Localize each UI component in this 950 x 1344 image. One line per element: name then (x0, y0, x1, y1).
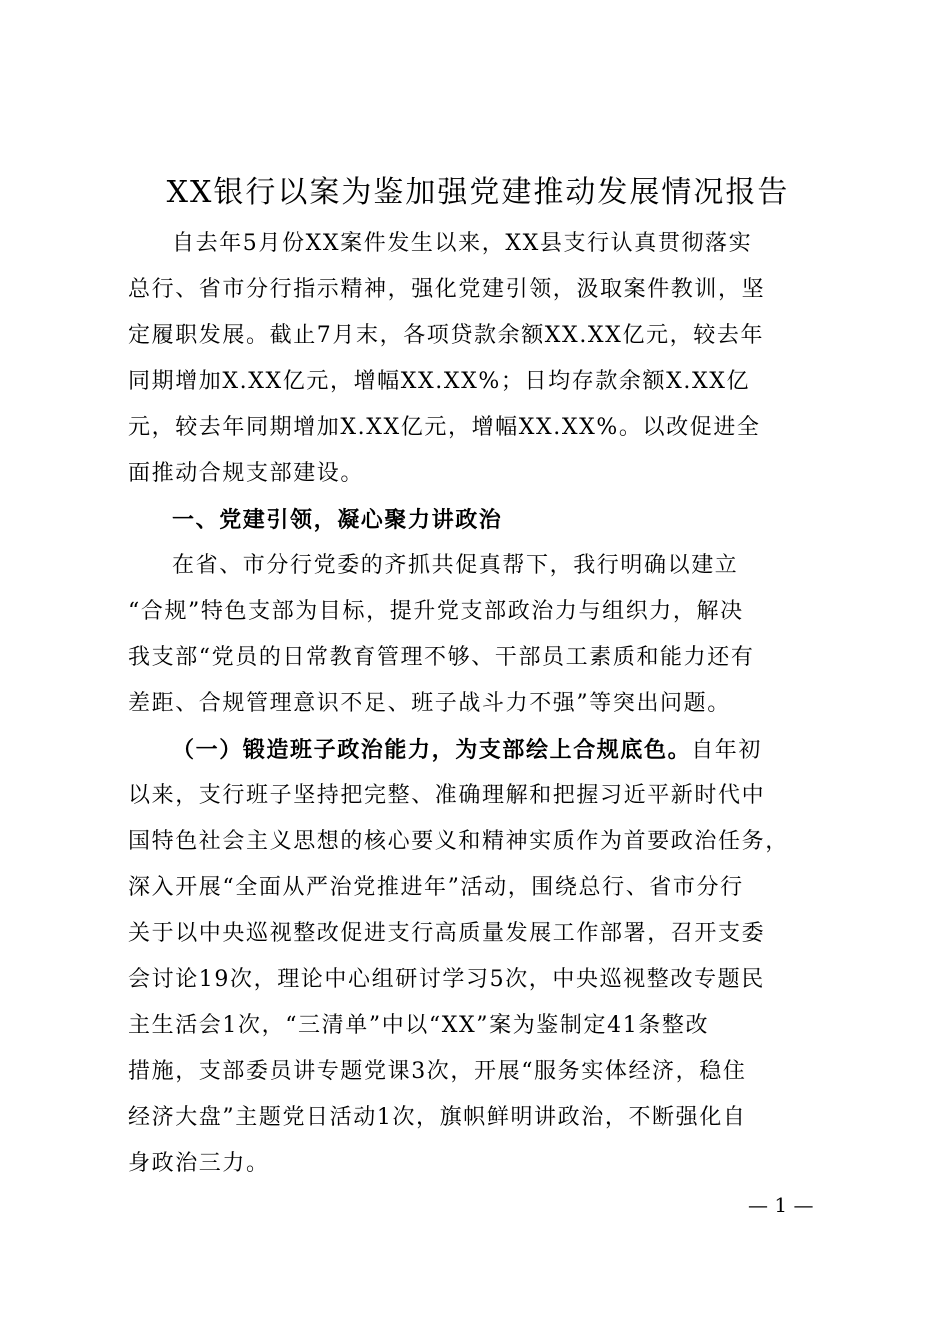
subsection1-line-9: 经济大盘”主题党日活动1次，旗帜鲜明讲政治，不断强化自 (128, 1105, 747, 1130)
intro-line-6: 面推动合规支部建设。 (128, 461, 365, 486)
subsection1-line-2: 以来，支行班子坚持把完整、准确理解和把握习近平新时代中 (128, 783, 766, 808)
intro-line-4: 同期增加X.XX亿元，增幅XX.XX%；日均存款余额X.XX亿 (128, 369, 751, 394)
subsection1-line-5: 关于以中央巡视整改促进支行高质量发展工作部署，召开支委 (128, 921, 766, 946)
subsection1-heading: （一）锻造班子政治能力，为支部绘上合规底色。 (172, 737, 692, 763)
subsection1-line-4: 深入开展“全面从严治党推进年”活动，围绕总行、省市分行 (128, 875, 744, 900)
intro-line-3: 定履职发展。截止7月末，各项贷款余额XX.XX亿元，较去年 (128, 323, 765, 348)
subsection1-line-7: 主生活会1次，“三清单”中以“XX”案为鉴制定41条整改 (128, 1013, 710, 1038)
subsection1-first-text: 自年初 (691, 738, 763, 763)
subsection1-first-line (172, 730, 762, 771)
intro-line-1: 自去年5月份XX案件发生以来，XX县支行认真贯彻落实 (172, 231, 753, 256)
section1-line-2: “合规”特色支部为目标，提升党支部政治力与组织力，解决 (128, 599, 744, 624)
intro-line-2: 总行、省市分行指示精神，强化党建引领，汲取案件教训，坚 (128, 277, 766, 302)
document-title: XX银行以案为鉴加强党建推动发展情况报告 (166, 175, 790, 210)
section1-line-4: 差距、合规管理意识不足、班子战斗力不强”等突出问题。 (128, 691, 731, 716)
subsection1-line-8: 措施，支部委员讲专题党课3次，开展“服务实体经济，稳住 (128, 1059, 747, 1084)
subsection1-line-6: 会讨论19次，理论中心组研讨学习5次，中央巡视整改专题民 (128, 967, 765, 992)
subsection1-line-3: 国特色社会主义思想的核心要义和精神实质作为首要政治任务， (128, 829, 789, 854)
section-heading-1: 一、党建引领，凝心聚力讲政治 (172, 507, 503, 533)
intro-line-5: 元，较去年同期增加X.XX亿元，增幅XX.XX%。以改促进全 (128, 415, 761, 440)
page-number: — 1 — (748, 1193, 814, 1217)
section1-line-1: 在省、市分行党委的齐抓共促真帮下，我行明确以建立 (172, 553, 739, 578)
section1-line-3: 我支部“党员的日常教育管理不够、干部员工素质和能力还有 (128, 645, 755, 670)
subsection1-line-10: 身政治三力。 (128, 1151, 270, 1176)
